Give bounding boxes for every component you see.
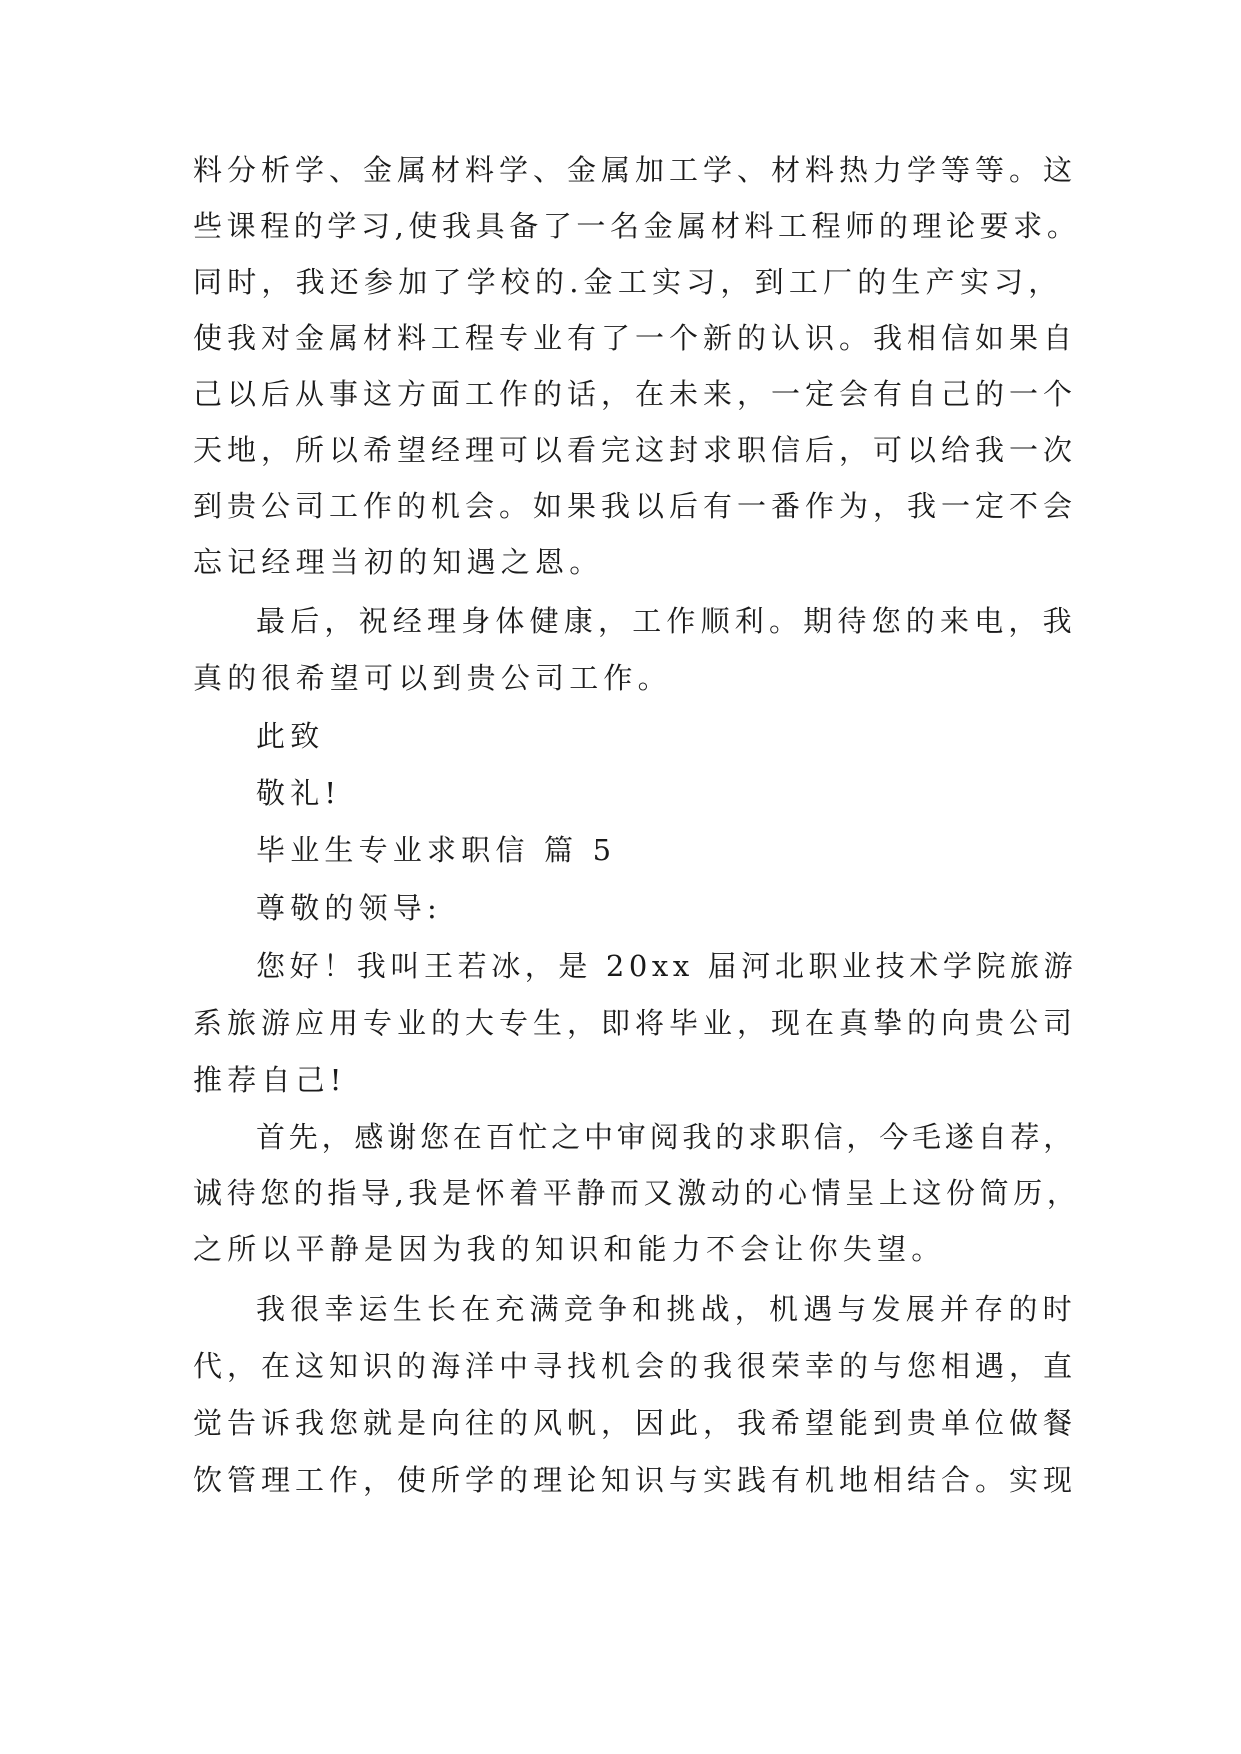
paragraph-first-line: 我很幸运生长在充满竞争和挑战，机遇与发展并存的时 xyxy=(256,1292,1077,1326)
text-line: 忘记经理当初的知遇之恩。 xyxy=(193,545,604,579)
text-line: 真的很希望可以到贵公司工作。 xyxy=(193,661,672,695)
text-line: 觉告诉我您就是向往的风帆，因此，我希望能到贵单位做餐 xyxy=(193,1406,1078,1440)
text-line: 诚待您的指导,我是怀着平静而又激动的心情呈上这份简历， xyxy=(193,1176,1081,1210)
text-line: 代，在这知识的海洋中寻找机会的我很荣幸的与您相遇，直 xyxy=(193,1349,1078,1383)
text-line: 天地，所以希望经理可以看完这封求职信后，可以给我一次 xyxy=(193,433,1078,467)
section-heading: 毕业生专业求职信 篇 5 xyxy=(256,833,617,867)
text-line: 系旅游应用专业的大专生，即将毕业，现在真挚的向贵公司 xyxy=(193,1006,1078,1040)
text-line: 使我对金属材料工程专业有了一个新的认识。我相信如果自 xyxy=(193,321,1078,355)
text-line: 料分析学、金属材料学、金属加工学、材料热力学等等。这 xyxy=(193,153,1078,187)
closing-regards: 敬礼! xyxy=(256,776,342,810)
text-line: 己以后从事这方面工作的话，在未来，一定会有自己的一个 xyxy=(193,377,1078,411)
closing-salutation: 此致 xyxy=(256,719,325,753)
text-line: 之所以平静是因为我的知识和能力不会让你失望。 xyxy=(193,1232,946,1266)
text-line: 同时，我还参加了学校的.金工实习，到工厂的生产实习， xyxy=(193,265,1063,299)
paragraph-first-line: 您好！我叫王若冰，是 20xx 届河北职业技术学院旅游 xyxy=(256,949,1078,983)
text-line: 到贵公司工作的机会。如果我以后有一番作为，我一定不会 xyxy=(193,489,1078,523)
text-line: 推荐自己! xyxy=(193,1063,347,1097)
greeting: 尊敬的领导: xyxy=(256,891,442,925)
text-line: 些课程的学习,使我具备了一名金属材料工程师的理论要求。 xyxy=(193,209,1081,243)
paragraph-first-line: 最后，祝经理身体健康，工作顺利。期待您的来电，我 xyxy=(256,604,1077,638)
paragraph-first-line: 首先，感谢您在百忙之中审阅我的求职信，今毛遂自荐， xyxy=(256,1120,1077,1154)
text-line: 饮管理工作，使所学的理论知识与实践有机地相结合。实现 xyxy=(193,1463,1078,1497)
